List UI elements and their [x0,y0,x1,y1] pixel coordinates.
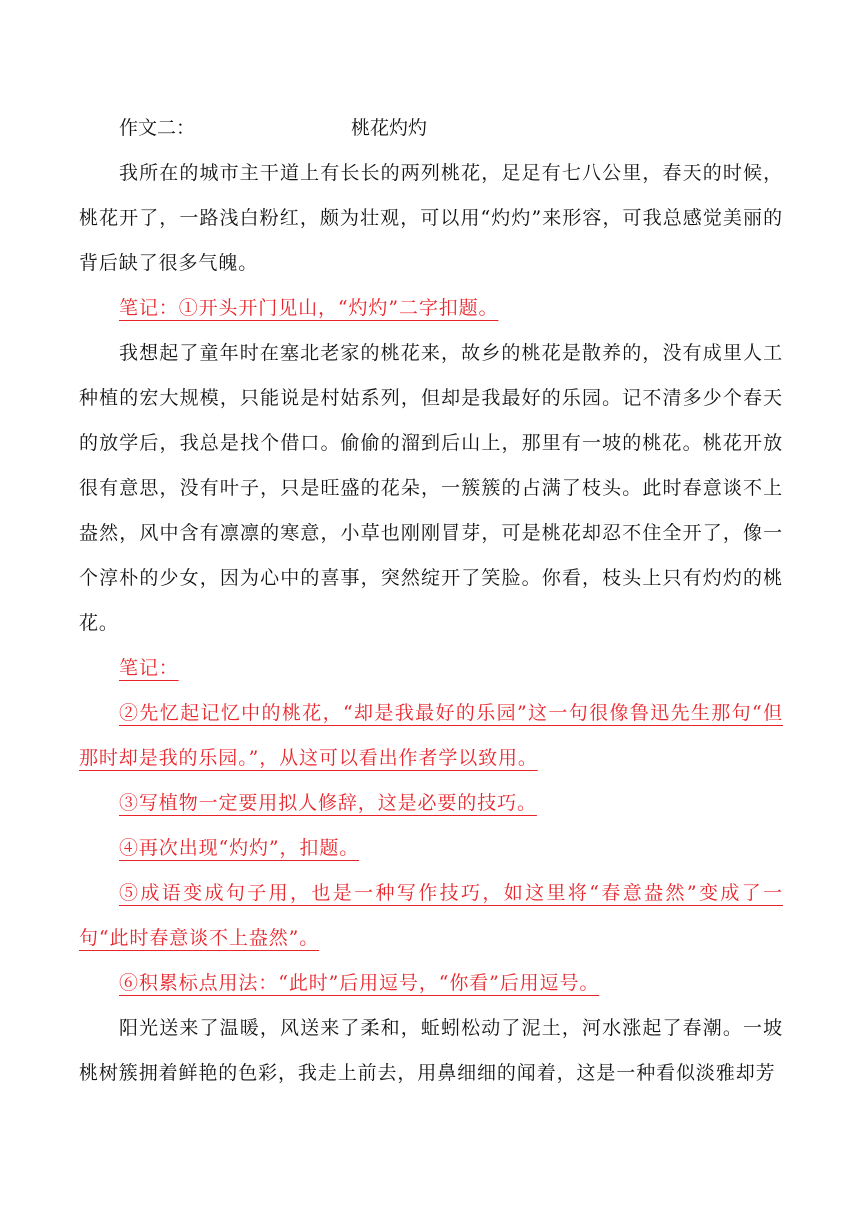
essay-heading [79,108,783,148]
essay-label: 作文二： [119,117,196,139]
note-3-text: ③写植物一定要用拟人修辞，这是必要的技巧。 [119,792,537,814]
note-5-text: ⑤成语变成句子用，也是一种写作技巧，如这里将“春意盎然”变成了一句“此时春意谈不上盎然”。 [79,882,783,949]
note-2-label [79,646,783,691]
note-2-label-text: 笔记： [119,657,179,679]
note-4 [79,826,783,871]
note-5 [79,871,783,961]
document-page [79,108,783,1096]
essay-title: 桃花灼灼 [351,117,428,139]
note-4-text: ④再次出现“灼灼”，扣题。 [119,837,360,859]
note-2-text: ②先忆起记忆中的桃花，“却是我最好的乐园”这一句很像鲁迅先生那句“但那时却是我的乐园。”，从这可以看出作者学以致用。 [79,702,783,769]
paragraph-3: 阳光送来了温暖，风送来了柔和，蚯蚓松动了泥土，河水涨起了春潮。一坡桃树簇拥着鲜艳的色彩，我走上前去，用鼻细细的闻着，这是一种看似淡雅却芳 [79,1017,783,1084]
note-6 [79,961,783,1006]
note-2 [79,691,783,781]
note-1-text: 笔记：①开头开门见山，“灼灼”二字扣题。 [119,297,499,319]
note-3 [79,781,783,826]
paragraph-2: 我想起了童年时在塞北老家的桃花来，故乡的桃花是散养的，没有成里人工种植的宏大规模，只能说是村姑系列，但却是我最好的乐园。记不清多少个春天的放学后，我总是找个借口。偷偷的溜到后山上，那里有一坡的桃花。桃花开放很有意思，没有叶子，只是旺盛的花朵，一簇簇的占满了枝头。此时春意谈不上盎然，风中含有凛凛的寒意，小草也刚刚冒芽，可是桃花却忍不住全开了，像一个淳朴的少女，因为心中的喜事，突然绽开了笑脸。你看，枝头上只有灼灼的桃花。 [79,342,783,634]
note-6-text: ⑥积累标点用法：“此时”后用逗号，“你看”后用逗号。 [119,972,600,994]
paragraph-1: 我所在的城市主干道上有长长的两列桃花，足足有七八公里，春天的时候，桃花开了，一路浅白粉红，颇为壮观，可以用“灼灼”来形容，可我总感觉美丽的背后缺了很多气魄。 [79,162,783,274]
note-1 [79,286,783,331]
